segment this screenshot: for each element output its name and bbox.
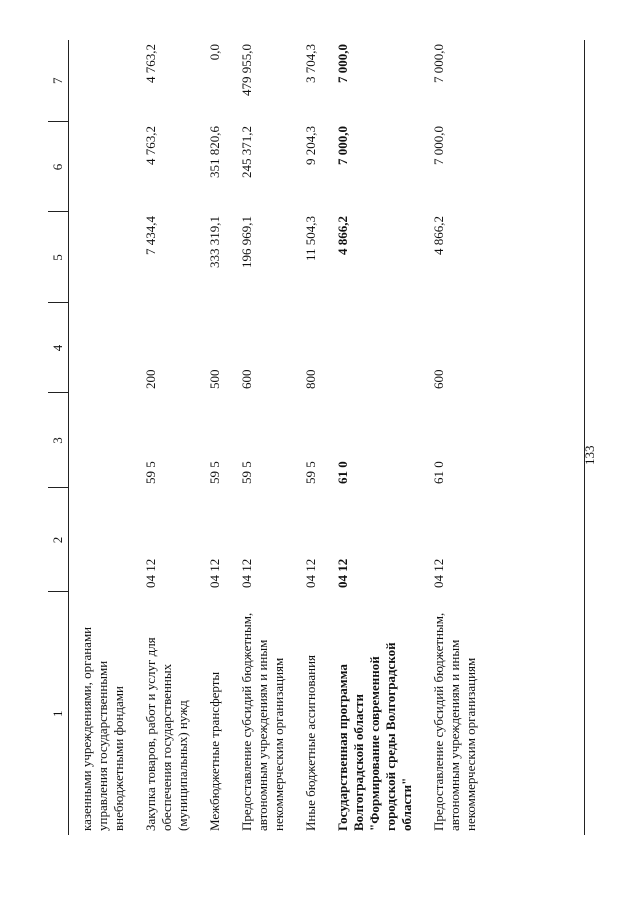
row-col6 (69, 122, 128, 212)
row-name: Закупка товаров, работ и услуг для обеспечения государственных (муниципальных) нужд (143, 637, 190, 831)
row-col5: 11 504,3 (303, 216, 318, 262)
row-name: Межбюджетные трансферты (207, 671, 222, 831)
row-section (69, 488, 128, 592)
row-name: казенными учреждениями, органами управления государственными внебюджетными фондами (79, 626, 126, 831)
row-col7 (69, 40, 128, 122)
table-top-rule (584, 40, 585, 835)
budget-table (48, 40, 479, 835)
row-col5: 7 434,4 (143, 216, 158, 255)
row-col5: 333 319,1 (207, 216, 222, 268)
row-col7: 479 955,0 (239, 44, 254, 96)
row-section: 04 12 (207, 558, 222, 588)
row-type: 200 (143, 369, 158, 389)
table-row (287, 40, 319, 835)
row-type: 600 (239, 369, 254, 389)
row-col6: 7 000,0 (431, 126, 446, 165)
row-col7: 7 000,0 (335, 44, 350, 83)
row-target (69, 393, 128, 488)
row-col6: 9 204,3 (303, 126, 318, 165)
table-row (191, 40, 223, 835)
row-col7: 7 000,0 (431, 44, 446, 83)
row-type: 600 (431, 369, 446, 389)
table-row (415, 40, 479, 835)
row-col7: 4 763,2 (143, 44, 158, 83)
row-name: Предоставление субсидий бюджетным, автономным учреждениям и иным некоммерческим организациям (239, 612, 286, 831)
table-row (127, 40, 191, 835)
row-section: 04 12 (431, 558, 446, 588)
row-target: 59 5 (239, 461, 254, 484)
row-type: 800 (303, 369, 318, 389)
table-row (319, 40, 415, 835)
header-cell: 5 (48, 212, 69, 303)
page-number: 133 (582, 445, 597, 465)
row-col7: 3 704,3 (303, 44, 318, 83)
row-col6: 351 820,6 (207, 126, 222, 178)
header-cell: 3 (48, 393, 69, 488)
row-col5: 196 969,1 (239, 216, 254, 268)
row-type (319, 303, 415, 393)
row-col5: 4 866,2 (431, 216, 446, 255)
table-row (223, 40, 287, 835)
row-name: Предоставление субсидий бюджетным, автономным учреждениям и иным некоммерческим организациям (431, 612, 478, 831)
header-row (48, 40, 69, 835)
row-section: 04 12 (303, 558, 318, 588)
row-target: 61 0 (335, 461, 350, 484)
row-col6: 245 371,2 (239, 126, 254, 178)
row-col6: 7 000,0 (335, 126, 350, 165)
header-cell: 1 (48, 592, 69, 835)
row-col5 (69, 212, 128, 303)
row-type (69, 303, 128, 393)
header-cell: 2 (48, 488, 69, 592)
row-col7: 0,0 (207, 44, 222, 61)
row-target: 59 5 (143, 461, 158, 484)
row-section: 04 12 (239, 558, 254, 588)
row-section: 04 12 (143, 558, 158, 588)
row-target: 61 0 (431, 461, 446, 484)
header-cell: 6 (48, 122, 69, 212)
row-col6: 4 763,2 (143, 126, 158, 165)
table-row (69, 40, 128, 835)
row-name: Иные бюджетные ассигнования (303, 654, 318, 831)
header-cell: 7 (48, 40, 69, 122)
row-section: 04 12 (335, 558, 350, 588)
row-col5: 4 866,2 (335, 216, 350, 255)
row-target: 59 5 (303, 461, 318, 484)
row-name: Государственная программа Волгоградской области "Формирование современной городской среды Волгоградской области" (335, 642, 414, 831)
row-type: 500 (207, 369, 222, 389)
header-cell: 4 (48, 303, 69, 393)
row-target: 59 5 (207, 461, 222, 484)
